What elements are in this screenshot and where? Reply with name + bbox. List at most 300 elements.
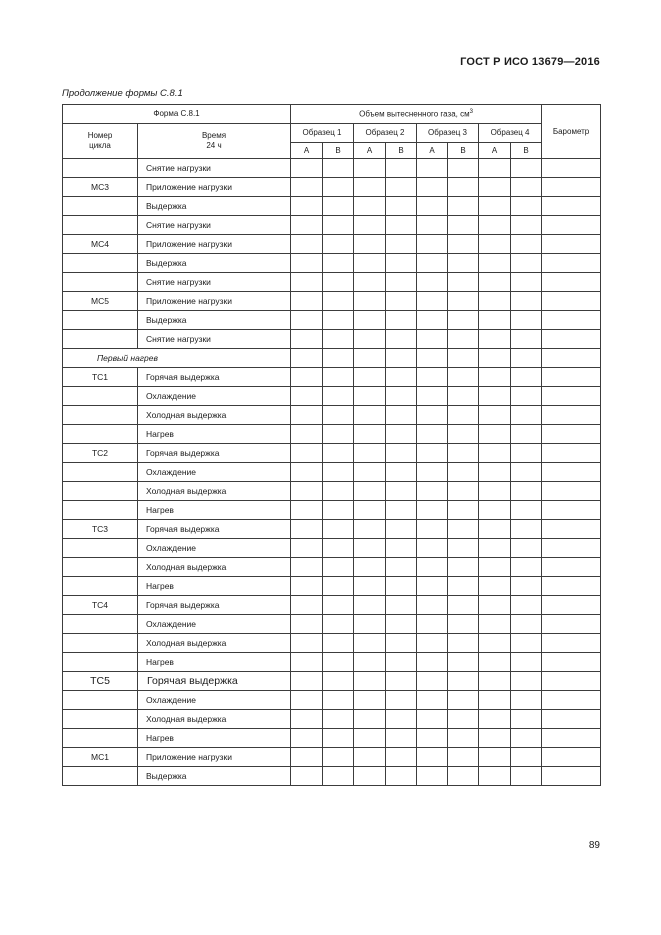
gas-volume-value-cell xyxy=(354,748,386,767)
gas-volume-value-cell xyxy=(479,482,511,501)
gas-volume-value-cell xyxy=(511,501,542,520)
gas-volume-value-cell xyxy=(291,501,323,520)
gas-volume-value-cell xyxy=(354,501,386,520)
gas-volume-value-cell xyxy=(291,577,323,596)
gas-volume-value-cell xyxy=(323,767,354,786)
gas-volume-value-cell xyxy=(417,349,448,368)
gas-volume-value-cell xyxy=(479,501,511,520)
gas-volume-value-cell xyxy=(323,501,354,520)
table-row xyxy=(63,748,601,767)
gas-volume-value-cell xyxy=(386,311,417,330)
gas-volume-value-cell xyxy=(323,691,354,710)
gas-volume-value-cell xyxy=(386,197,417,216)
gas-volume-value-cell xyxy=(354,330,386,349)
subcol-a-cell: А xyxy=(354,143,386,159)
gas-volume-value-cell xyxy=(386,254,417,273)
barometer-value-cell xyxy=(542,558,601,577)
gas-volume-value-cell xyxy=(386,368,417,387)
gas-volume-value-cell xyxy=(354,672,386,691)
barometer-value-cell xyxy=(542,710,601,729)
gas-volume-value-cell xyxy=(291,710,323,729)
gas-volume-value-cell xyxy=(417,292,448,311)
gas-volume-value-cell xyxy=(417,463,448,482)
cycle-number-cell xyxy=(63,539,138,558)
gas-volume-value-cell xyxy=(291,159,323,178)
gas-volume-value-cell xyxy=(354,615,386,634)
gas-volume-value-cell xyxy=(511,235,542,254)
gas-volume-value-cell xyxy=(291,653,323,672)
gas-volume-value-cell xyxy=(479,387,511,406)
barometer-value-cell xyxy=(542,368,601,387)
gas-volume-value-cell xyxy=(386,159,417,178)
gas-volume-value-cell xyxy=(323,292,354,311)
subcol-b-cell: В xyxy=(386,143,417,159)
gas-volume-value-cell xyxy=(479,558,511,577)
cycle-number-cell: ТС1 xyxy=(63,368,138,387)
gas-volume-value-cell xyxy=(354,634,386,653)
barometer-value-cell xyxy=(542,254,601,273)
gas-volume-value-cell xyxy=(479,273,511,292)
gas-volume-value-cell xyxy=(448,311,479,330)
gas-volume-value-cell xyxy=(417,501,448,520)
gas-volume-value-cell xyxy=(323,634,354,653)
gas-volume-value-cell xyxy=(479,330,511,349)
gas-volume-value-cell xyxy=(479,197,511,216)
page-number: 89 xyxy=(588,840,600,851)
gas-volume-value-cell xyxy=(354,425,386,444)
gas-volume-value-cell xyxy=(323,406,354,425)
gas-volume-value-cell xyxy=(386,406,417,425)
gas-volume-value-cell xyxy=(417,273,448,292)
time-step-cell: Горячая выдержка xyxy=(138,672,291,691)
gas-volume-value-cell xyxy=(323,330,354,349)
gas-volume-value-cell xyxy=(323,539,354,558)
gas-volume-value-cell xyxy=(448,463,479,482)
gas-volume-value-cell xyxy=(448,615,479,634)
gas-volume-value-cell xyxy=(291,748,323,767)
gas-volume-value-cell xyxy=(386,615,417,634)
gas-volume-value-cell xyxy=(291,349,323,368)
gas-volume-value-cell xyxy=(354,292,386,311)
gas-volume-value-cell xyxy=(417,311,448,330)
gas-volume-value-cell xyxy=(291,425,323,444)
gas-volume-value-cell xyxy=(511,406,542,425)
gas-volume-value-cell xyxy=(479,406,511,425)
gas-volume-value-cell xyxy=(511,520,542,539)
gas-volume-value-cell xyxy=(511,691,542,710)
gas-volume-value-cell xyxy=(291,292,323,311)
gas-volume-value-cell xyxy=(448,349,479,368)
gas-volume-value-cell xyxy=(386,482,417,501)
gas-volume-value-cell xyxy=(354,216,386,235)
cycle-number-cell xyxy=(63,330,138,349)
table-row xyxy=(63,634,601,653)
gas-volume-value-cell xyxy=(291,482,323,501)
gas-volume-value-cell xyxy=(417,596,448,615)
cycle-number-cell xyxy=(63,767,138,786)
barometer-value-cell xyxy=(542,444,601,463)
gas-volume-value-cell xyxy=(354,444,386,463)
gas-volume-value-cell xyxy=(448,292,479,311)
gas-volume-value-cell xyxy=(479,767,511,786)
gas-volume-value-cell xyxy=(354,235,386,254)
gas-volume-value-cell xyxy=(511,463,542,482)
cycle-number-cell xyxy=(63,216,138,235)
gas-volume-value-cell xyxy=(291,596,323,615)
gas-volume-value-cell xyxy=(386,463,417,482)
barometer-value-cell xyxy=(542,159,601,178)
barometer-value-cell xyxy=(542,767,601,786)
gas-volume-value-cell xyxy=(354,159,386,178)
time-step-cell: Приложение нагрузки xyxy=(138,292,291,311)
gas-volume-value-cell xyxy=(291,330,323,349)
table-row xyxy=(63,482,601,501)
gas-volume-value-cell xyxy=(386,710,417,729)
gas-volume-value-cell xyxy=(448,216,479,235)
gas-volume-value-cell xyxy=(511,748,542,767)
table-row xyxy=(63,501,601,520)
gas-volume-value-cell xyxy=(511,197,542,216)
gas-volume-value-cell xyxy=(448,197,479,216)
gas-volume-value-cell xyxy=(386,292,417,311)
gas-volume-value-cell xyxy=(354,463,386,482)
gas-volume-value-cell xyxy=(511,330,542,349)
gas-volume-value-cell xyxy=(323,197,354,216)
table-row xyxy=(63,273,601,292)
cycle-number-cell xyxy=(63,273,138,292)
barometer-header-cell: Барометр xyxy=(542,105,601,159)
barometer-value-cell xyxy=(542,330,601,349)
time-step-cell: Нагрев xyxy=(138,729,291,748)
gas-volume-value-cell xyxy=(448,159,479,178)
gas-volume-value-cell xyxy=(417,634,448,653)
cycle-number-cell: МС3 xyxy=(63,178,138,197)
gas-volume-value-cell xyxy=(323,273,354,292)
gas-volume-value-cell xyxy=(323,520,354,539)
gas-volume-value-cell xyxy=(511,254,542,273)
barometer-value-cell xyxy=(542,311,601,330)
gas-volume-value-cell xyxy=(479,235,511,254)
gas-volume-value-cell xyxy=(511,178,542,197)
cycle-number-cell xyxy=(63,159,138,178)
time-step-cell: Снятие нагрузки xyxy=(138,273,291,292)
barometer-value-cell xyxy=(542,615,601,634)
gas-volume-value-cell xyxy=(323,216,354,235)
time-step-cell: Выдержка xyxy=(138,767,291,786)
gas-volume-value-cell xyxy=(323,577,354,596)
time-step-cell: Холодная выдержка xyxy=(138,558,291,577)
time-step-cell: Горячая выдержка xyxy=(138,368,291,387)
barometer-value-cell xyxy=(542,520,601,539)
cycle-number-cell xyxy=(63,577,138,596)
gas-volume-value-cell xyxy=(323,349,354,368)
gas-volume-value-cell xyxy=(511,577,542,596)
gas-volume-value-cell xyxy=(354,767,386,786)
gas-volume-value-cell xyxy=(386,425,417,444)
gas-volume-value-cell xyxy=(386,672,417,691)
table-row xyxy=(63,539,601,558)
form-table-container xyxy=(62,104,600,786)
gas-volume-value-cell xyxy=(291,729,323,748)
cycle-number-cell: ТС4 xyxy=(63,596,138,615)
table-row xyxy=(63,596,601,615)
gas-volume-value-cell xyxy=(354,539,386,558)
sample-3-header-cell: Образец 3 xyxy=(417,124,479,143)
cycle-number-cell xyxy=(63,691,138,710)
gas-volume-value-cell xyxy=(448,634,479,653)
gas-volume-value-cell xyxy=(511,615,542,634)
gas-volume-value-cell xyxy=(511,368,542,387)
gas-volume-value-cell xyxy=(386,596,417,615)
table-row xyxy=(63,463,601,482)
cycle-number-cell xyxy=(63,406,138,425)
gas-volume-value-cell xyxy=(291,406,323,425)
gas-volume-value-cell xyxy=(511,634,542,653)
gas-volume-value-cell xyxy=(354,197,386,216)
gas-volume-value-cell xyxy=(354,311,386,330)
barometer-value-cell xyxy=(542,501,601,520)
table-row xyxy=(63,368,601,387)
cycle-number-cell: ТС5 xyxy=(63,672,138,691)
gas-volume-value-cell xyxy=(291,558,323,577)
table-row xyxy=(63,558,601,577)
time-step-cell: Охлаждение xyxy=(138,463,291,482)
subcol-b-cell: В xyxy=(511,143,542,159)
time-header-cell xyxy=(138,124,291,159)
gas-volume-value-cell xyxy=(511,425,542,444)
table-row xyxy=(63,216,601,235)
gas-volume-value-cell xyxy=(354,729,386,748)
barometer-value-cell xyxy=(542,672,601,691)
gas-volume-value-cell xyxy=(354,577,386,596)
cycle-number-cell xyxy=(63,463,138,482)
gas-volume-value-cell xyxy=(479,292,511,311)
gas-volume-value-cell xyxy=(417,482,448,501)
gas-volume-value-cell xyxy=(417,748,448,767)
time-step-cell: Выдержка xyxy=(138,197,291,216)
gas-volume-value-cell xyxy=(417,406,448,425)
gas-volume-value-cell xyxy=(479,672,511,691)
gas-volume-value-cell xyxy=(448,539,479,558)
gas-volume-value-cell xyxy=(417,254,448,273)
cycle-number-cell xyxy=(63,482,138,501)
gas-volume-value-cell xyxy=(448,558,479,577)
gas-volume-value-cell xyxy=(291,767,323,786)
cycle-number-cell xyxy=(63,615,138,634)
barometer-value-cell xyxy=(542,653,601,672)
cycle-number-header-line1: Номер xyxy=(87,131,113,140)
table-row xyxy=(63,767,601,786)
form-table-body xyxy=(63,159,601,786)
gas-volume-value-cell xyxy=(291,463,323,482)
time-step-cell: Холодная выдержка xyxy=(138,634,291,653)
subcol-a-cell: А xyxy=(479,143,511,159)
barometer-value-cell xyxy=(542,482,601,501)
table-row xyxy=(63,387,601,406)
barometer-value-cell xyxy=(542,349,601,368)
gas-volume-value-cell xyxy=(479,710,511,729)
gas-volume-value-cell xyxy=(291,691,323,710)
barometer-value-cell xyxy=(542,691,601,710)
gas-volume-value-cell xyxy=(386,330,417,349)
gas-volume-value-cell xyxy=(479,615,511,634)
gas-volume-value-cell xyxy=(323,463,354,482)
gas-volume-value-cell xyxy=(354,653,386,672)
barometer-value-cell xyxy=(542,273,601,292)
subcol-b-cell: В xyxy=(323,143,354,159)
time-step-cell: Снятие нагрузки xyxy=(138,159,291,178)
gas-volume-value-cell xyxy=(511,349,542,368)
barometer-value-cell xyxy=(542,539,601,558)
gas-volume-value-cell xyxy=(448,748,479,767)
time-step-cell: Охлаждение xyxy=(138,691,291,710)
cycle-number-cell: МС5 xyxy=(63,292,138,311)
cycle-number-header-line2: цикла xyxy=(89,141,111,150)
cycle-number-cell xyxy=(63,425,138,444)
time-step-cell: Выдержка xyxy=(138,311,291,330)
gas-volume-value-cell xyxy=(291,254,323,273)
time-step-cell: Приложение нагрузки xyxy=(138,178,291,197)
gas-volume-value-cell xyxy=(323,159,354,178)
gas-volume-value-cell xyxy=(291,311,323,330)
gas-volume-value-cell xyxy=(417,558,448,577)
gas-volume-value-cell xyxy=(386,577,417,596)
gas-volume-value-cell xyxy=(354,482,386,501)
gas-volume-value-cell xyxy=(354,596,386,615)
gas-volume-value-cell xyxy=(479,634,511,653)
cycle-number-cell: ТС3 xyxy=(63,520,138,539)
gas-volume-value-cell xyxy=(448,672,479,691)
time-step-cell: Снятие нагрузки xyxy=(138,330,291,349)
time-step-cell: Холодная выдержка xyxy=(138,710,291,729)
time-step-cell: Нагрев xyxy=(138,577,291,596)
gas-volume-value-cell xyxy=(386,178,417,197)
gas-volume-value-cell xyxy=(511,387,542,406)
gas-volume-value-cell xyxy=(323,178,354,197)
barometer-value-cell xyxy=(542,387,601,406)
gas-volume-value-cell xyxy=(479,748,511,767)
table-row xyxy=(63,235,601,254)
table-section-row xyxy=(63,349,601,368)
gas-volume-value-cell xyxy=(511,216,542,235)
gas-volume-value-cell xyxy=(448,235,479,254)
gas-volume-value-cell xyxy=(448,330,479,349)
gas-volume-value-cell xyxy=(323,311,354,330)
gas-volume-value-cell xyxy=(417,368,448,387)
gas-volume-value-cell xyxy=(386,691,417,710)
gas-volume-value-cell xyxy=(448,254,479,273)
gas-volume-value-cell xyxy=(479,425,511,444)
table-row xyxy=(63,691,601,710)
gas-volume-value-cell xyxy=(511,729,542,748)
gas-volume-value-cell xyxy=(354,254,386,273)
gas-volume-value-cell xyxy=(479,254,511,273)
gas-volume-value-cell xyxy=(417,330,448,349)
table-row xyxy=(63,406,601,425)
gas-volume-value-cell xyxy=(386,729,417,748)
gas-volume-value-cell xyxy=(291,634,323,653)
cycle-number-cell xyxy=(63,254,138,273)
barometer-value-cell xyxy=(542,596,601,615)
gas-volume-value-cell xyxy=(386,539,417,558)
gas-volume-value-cell xyxy=(448,691,479,710)
gas-volume-value-cell xyxy=(479,691,511,710)
gas-volume-value-cell xyxy=(417,577,448,596)
gas-volume-value-cell xyxy=(511,596,542,615)
barometer-value-cell xyxy=(542,235,601,254)
gas-volume-value-cell xyxy=(323,615,354,634)
gas-volume-value-cell xyxy=(417,539,448,558)
form-table xyxy=(62,104,601,786)
time-step-cell: Выдержка xyxy=(138,254,291,273)
gas-volume-value-cell xyxy=(511,311,542,330)
gas-volume-value-cell xyxy=(511,767,542,786)
gas-volume-value-cell xyxy=(291,672,323,691)
cycle-number-cell xyxy=(63,501,138,520)
barometer-value-cell xyxy=(542,463,601,482)
gas-volume-value-cell xyxy=(291,444,323,463)
gas-volume-value-cell xyxy=(479,729,511,748)
gas-volume-value-cell xyxy=(323,368,354,387)
gas-volume-value-cell xyxy=(511,653,542,672)
time-step-cell: Горячая выдержка xyxy=(138,444,291,463)
gas-volume-label: Объем вытесненного газа, см xyxy=(359,109,470,119)
gas-volume-value-cell xyxy=(291,368,323,387)
table-row xyxy=(63,615,601,634)
gas-volume-value-cell xyxy=(479,178,511,197)
time-step-cell: Горячая выдержка xyxy=(138,520,291,539)
gas-volume-value-cell xyxy=(386,349,417,368)
gas-volume-value-cell xyxy=(448,482,479,501)
time-step-cell: Нагрев xyxy=(138,425,291,444)
gas-volume-value-cell xyxy=(417,444,448,463)
table-row xyxy=(63,520,601,539)
gas-volume-value-cell xyxy=(291,539,323,558)
gas-volume-value-cell xyxy=(417,159,448,178)
subcol-a-cell: А xyxy=(417,143,448,159)
gas-volume-value-cell xyxy=(386,634,417,653)
gas-volume-value-cell xyxy=(479,539,511,558)
gas-volume-value-cell xyxy=(291,615,323,634)
gas-volume-value-cell xyxy=(479,216,511,235)
gas-volume-value-cell xyxy=(386,444,417,463)
gas-volume-value-cell xyxy=(448,729,479,748)
gas-volume-value-cell xyxy=(354,178,386,197)
gas-volume-value-cell xyxy=(291,520,323,539)
gas-volume-value-cell xyxy=(479,653,511,672)
time-step-cell: Нагрев xyxy=(138,653,291,672)
gas-volume-value-cell xyxy=(417,729,448,748)
table-row xyxy=(63,178,601,197)
gas-volume-value-cell xyxy=(323,596,354,615)
gas-volume-value-cell xyxy=(417,672,448,691)
gas-volume-value-cell xyxy=(511,159,542,178)
barometer-value-cell xyxy=(542,292,601,311)
barometer-value-cell xyxy=(542,634,601,653)
sample-4-header-cell: Образец 4 xyxy=(479,124,542,143)
cycle-number-cell xyxy=(63,558,138,577)
gas-volume-value-cell xyxy=(511,710,542,729)
barometer-value-cell xyxy=(542,406,601,425)
gas-volume-value-cell xyxy=(479,520,511,539)
gas-volume-value-cell xyxy=(354,368,386,387)
gas-volume-value-cell xyxy=(323,672,354,691)
sample-2-header-cell: Образец 2 xyxy=(354,124,417,143)
gas-volume-value-cell xyxy=(511,558,542,577)
time-step-cell: Горячая выдержка xyxy=(138,596,291,615)
cycle-number-cell: МС1 xyxy=(63,748,138,767)
gas-volume-value-cell xyxy=(323,235,354,254)
